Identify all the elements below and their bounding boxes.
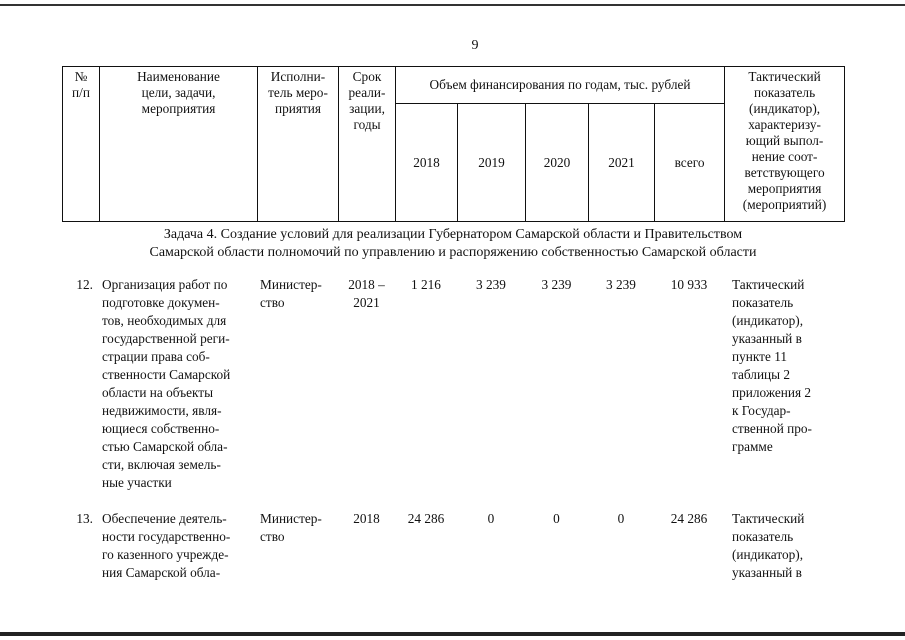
row-executor: Министер- ство: [260, 511, 322, 544]
row-2019: 0: [487, 511, 495, 526]
table-row: [62, 508, 844, 584]
row-2018: 1 216: [411, 277, 441, 292]
row-name: Обеспечение деятель- ности государственно- го казенного учрежде- ния Самарской обла-: [102, 511, 231, 580]
header-col-name: Наименование цели, задачи, мероприятия: [100, 67, 258, 222]
header-year-total: всего: [655, 104, 725, 222]
table-row: [62, 274, 844, 494]
row-total: 24 286: [670, 511, 708, 526]
row-term: 2018 – 2021: [348, 277, 385, 310]
row-number: 12.: [76, 277, 93, 292]
header-year-2020: 2020: [526, 104, 589, 222]
row-name: Организация работ по подготовке докумен- тов, необходимых для государственной реги- страции права соб- ственности Самарской области на объекты недвижимости, явля- ющиеся собственно- стью Самарской обла- сти, включая земель- ные участки: [102, 277, 231, 490]
header-year-2018: 2018: [396, 104, 458, 222]
header-col-executor: Исполни- тель меро- приятия: [258, 67, 339, 222]
scan-top-edge: [0, 4, 905, 6]
row-2021: 0: [617, 511, 625, 526]
table-header: [62, 66, 845, 222]
header-col-funding: Объем финансирования по годам, тыс. рублей: [396, 67, 725, 104]
header-year-2021: 2021: [589, 104, 655, 222]
row-indicator: Тактический показатель (индикатор), указанный в: [732, 511, 805, 580]
row-term: 2018: [353, 511, 380, 526]
scan-bottom-edge: [0, 632, 905, 636]
header-col-term: Срок реали- зации, годы: [339, 67, 396, 222]
row-total: 10 933: [670, 277, 708, 292]
row-2020: 3 239: [541, 277, 572, 292]
header-col-indicator: Тактический показатель (индикатор), характеризу- ющий выпол- нение соот- ветствующего мероприятия (мероприятий): [725, 67, 845, 222]
table-body: [62, 274, 844, 584]
row-2020: 0: [553, 511, 560, 526]
header-col-number: № п/п: [63, 67, 100, 222]
row-2018: 24 286: [407, 511, 445, 526]
task-title: Задача 4. Создание условий для реализации Губернатором Самарской области и Правительством Самарской области полномочий по управлению и распоряжению собственностью Самарской области: [149, 227, 757, 260]
document-page: [62, 66, 844, 584]
row-2019: 3 239: [476, 277, 506, 292]
header-year-2019: 2019: [458, 104, 526, 222]
row-indicator: Тактический показатель (индикатор), указанный в пункте 11 таблицы 2 приложения 2 к Государ- ственной про- грамме: [732, 277, 812, 454]
page-number: 9: [471, 38, 479, 53]
row-number: 13.: [76, 511, 93, 526]
row-2021: 3 239: [606, 277, 636, 292]
row-executor: Министер- ство: [260, 277, 322, 310]
